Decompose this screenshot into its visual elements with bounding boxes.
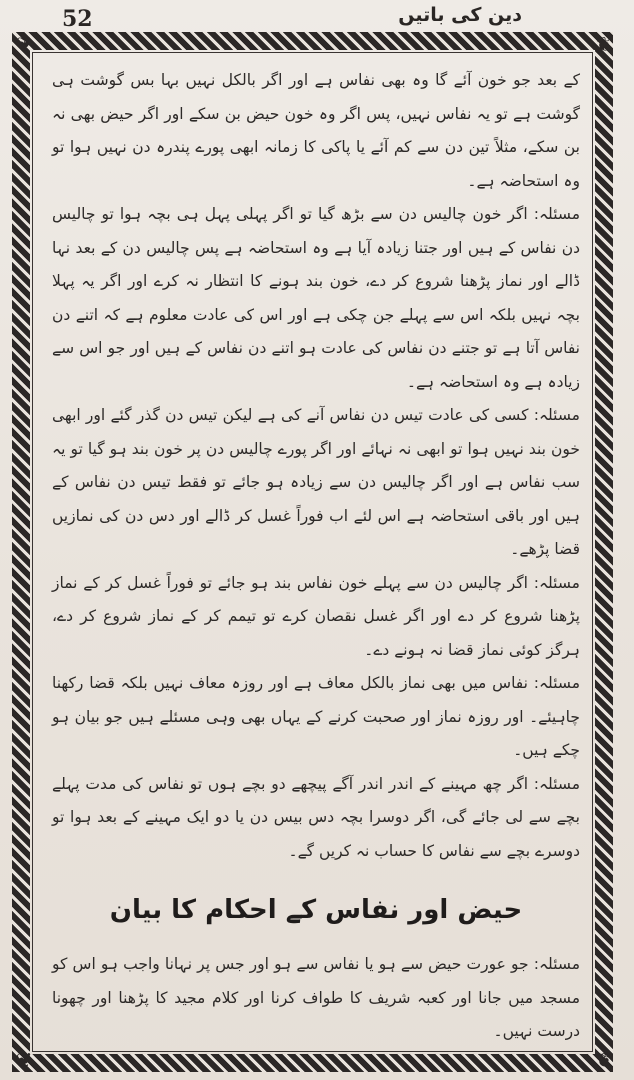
- page-number: 52: [62, 6, 93, 32]
- book-title: دین کی باتیں: [398, 4, 522, 26]
- page-body: [52, 64, 580, 1044]
- leaf-ornament-icon: ❦: [15, 1048, 33, 1072]
- leaf-ornament-icon: ❦: [15, 32, 33, 56]
- leaf-ornament-icon: ❦: [595, 1048, 613, 1072]
- paragraph: کے بعد جو خون آئے گا وہ بھی نفاس ہے اور اگر بالکل نہیں بہا بس گوشت ہی گوشت ہے تو یہ نفاس نہیں، پس اگر وہ خون حیض بن سکے اور اگر حیض بھی نہ بن سکے، مثلاً تین دن سے کم آئے یا پاکی کا زمانہ ابھی پورے پندرہ دن نہیں ہوا تو وہ استحاضہ ہے۔: [52, 71, 580, 190]
- leaf-ornament-icon: ❦: [595, 32, 613, 56]
- section-heading: حیض اور نفاس کے احکام کا بیان: [109, 895, 523, 925]
- paragraph: مسئلہ: کسی کی عادت تیس دن نفاس آنے کی ہے لیکن تیس دن گذر گئے اور ابھی خون بند نہیں ہوا تو ابھی نہ نہائے اور اگر پورے چالیس دن پر خون بند ہو گیا تو یہ سب نفاس ہے اور اگر چالیس دن سے زیادہ ہو جائے تو فقط تیس دن نفاس کے ہیں اور باقی استحاضہ ہے اس لئے اب فوراً غسل کر ڈالے اور دس دن کی نمازیں قضا پڑھے۔: [52, 406, 580, 558]
- running-header: [0, 4, 634, 32]
- paragraph: مسئلہ: اگر خون چالیس دن سے بڑھ گیا تو اگر پہلی پہل ہی بچہ ہوا تو چالیس دن نفاس کے ہیں اور جتنا زیادہ آیا ہے وہ استحاضہ ہے پس چالیس دن کے بعد نہا ڈالے اور نماز پڑھنا شروع کر دے، خون بند ہونے کا انتظار نہ کرے اور اگر یہ پہلا بچہ نہیں بلکہ اس سے پہلے جن چکی ہے اور اس کی عادت معلوم ہے کہ اتنے دن نفاس آتا ہے تو جتنے دن نفاس کی عادت ہو اتنے دن نفاس کے ہیں اور جو اس سے زیادہ ہے وہ استحاضہ ہے۔: [52, 205, 580, 391]
- paragraph: مسئلہ: اگر چھ مہینے کے اندر اندر آگے پیچھے دو بچے ہوں تو نفاس کی مدت پہلے بچے سے لی جائے گی، اگر دوسرا بچہ دس بیس دن یا دو ایک مہینے کے بعد ہوا تو دوسرے بچے سے نفاس کا حساب نہ کریں گے۔: [52, 774, 580, 860]
- paragraph: مسئلہ: نفاس میں بھی نماز بالکل معاف ہے اور روزہ معاف نہیں بلکہ قضا رکھنا چاہیئے۔ اور روزہ نماز اور صحبت کرنے کے یہاں بھی وہی مسئلے ہیں جو بیان ہو چکے ہیں۔: [52, 674, 580, 759]
- paragraph: مسئلہ: جو عورت حیض سے ہو یا نفاس سے ہو اور جس پر نہانا واجب ہو اس کو مسجد میں جانا اور کعبہ شریف کا طواف کرنا اور کلام مجید کا پڑھنا اور چھونا درست نہیں۔: [52, 955, 580, 1040]
- paragraph: مسئلہ: اگر چالیس دن سے پہلے خون نفاس بند ہو جائے تو فوراً غسل کر کے نماز پڑھنا شروع کر دے اور اگر غسل نقصان کرے تو تیمم کر کے نماز شروع کر دے، ہرگز کوئی نماز قضا نہ ہونے دے۔: [52, 573, 580, 659]
